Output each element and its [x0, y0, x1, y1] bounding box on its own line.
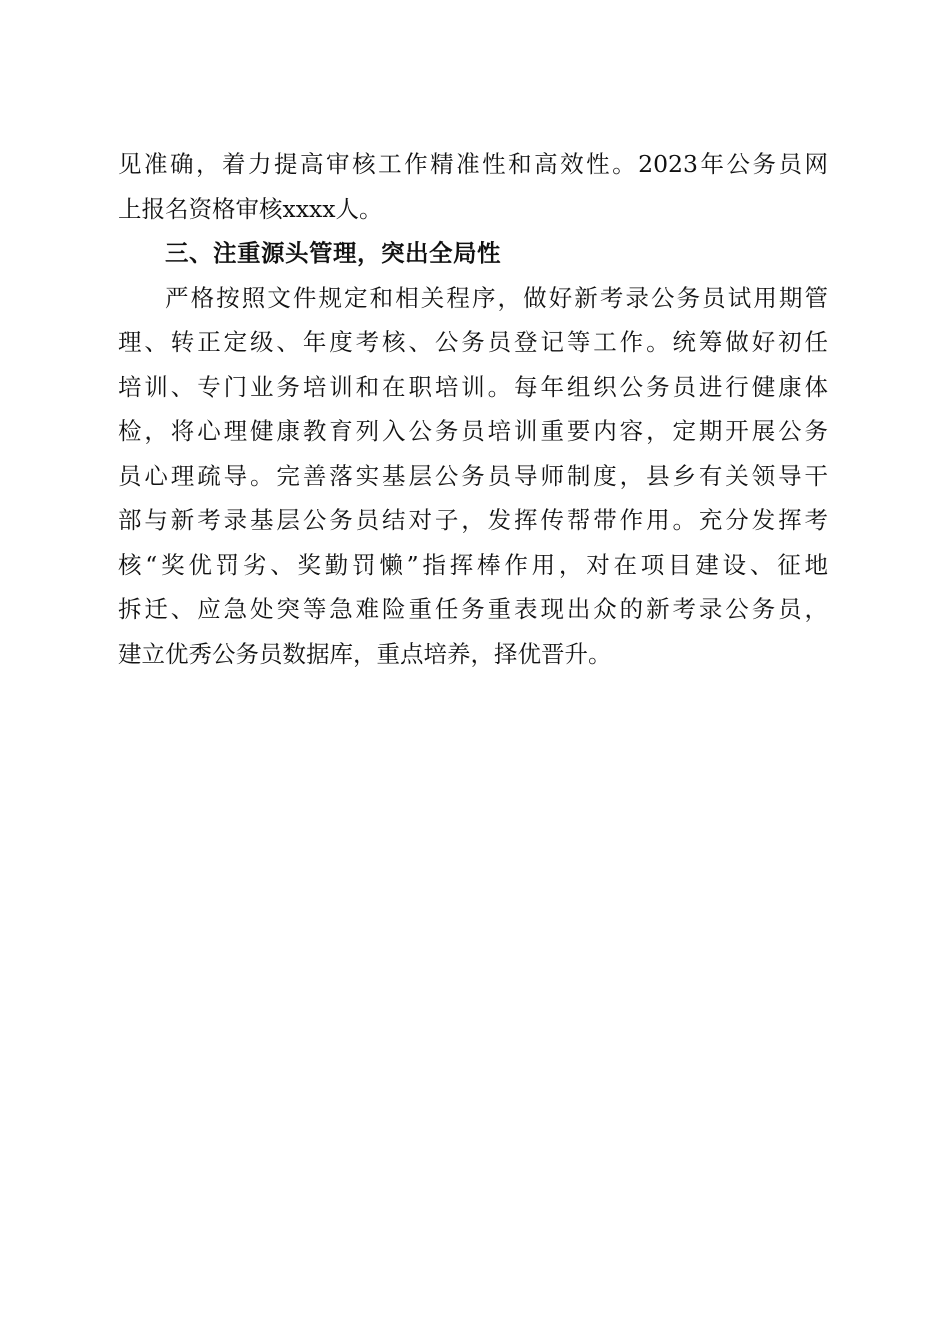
paragraph-continuation — [118, 142, 828, 231]
document-body — [118, 142, 828, 676]
paragraph-line: 核“奖优罚劣、奖勤罚懒”指挥棒作用，对在项目建设、征地 — [118, 550, 828, 579]
paragraph-line: 员心理疏导。完善落实基层公务员导师制度，县乡有关领导干 — [118, 461, 828, 490]
paragraph-line: 建立优秀公务员数据库，重点培养，择优晋升。 — [118, 639, 612, 668]
paragraph-line: 理、转正定级、年度考核、公务员登记等工作。统筹做好初任 — [118, 328, 828, 356]
section-heading: 三、注重源头管理，突出全局性 — [165, 239, 501, 267]
paragraph-line: 见准确，着力提高审核工作精准性和高效性。2023年公务员网 — [118, 150, 828, 178]
paragraph-line: 培训、专门业务培训和在职培训。每年组织公务员进行健康体 — [118, 372, 828, 401]
paragraph-line: 严格按照文件规定和相关程序，做好新考录公务员试用期管 — [165, 283, 828, 312]
paragraph-line: 检，将心理健康教育列入公务员培训重要内容，定期开展公务 — [118, 417, 828, 445]
paragraph-line: 部与新考录基层公务员结对子，发挥传帮带作用。充分发挥考 — [118, 506, 828, 534]
paragraph-line: 上报名资格审核xxxx人。 — [118, 194, 383, 223]
paragraph-line: 拆迁、应急处突等急难险重任务重表现出众的新考录公务员， — [118, 595, 828, 623]
paragraph-body — [118, 276, 828, 677]
